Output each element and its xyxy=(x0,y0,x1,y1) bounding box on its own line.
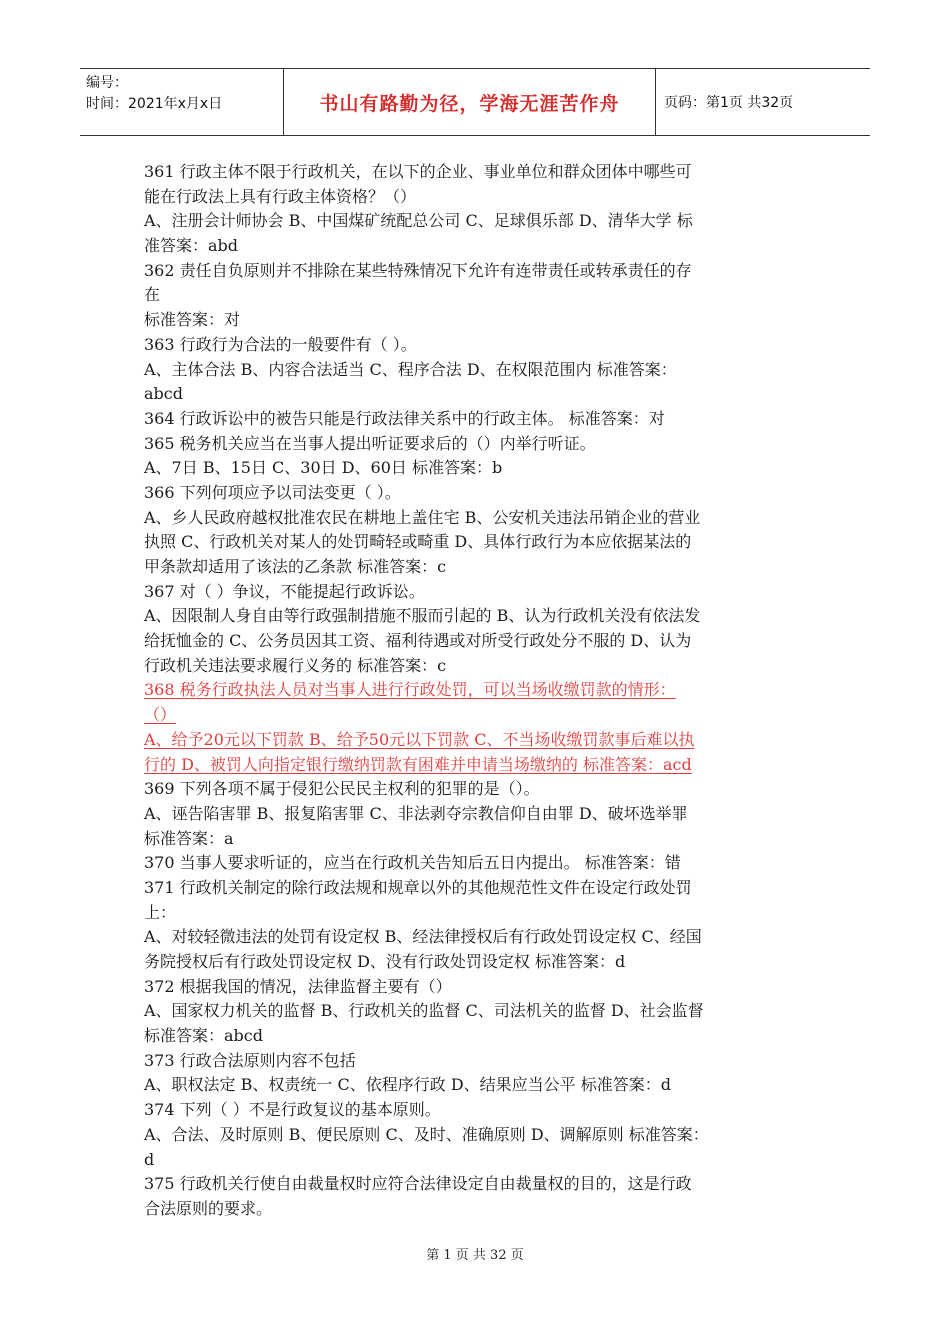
text-line: A、主体合法 B、内容合法适当 C、程序合法 D、在权限范围内 标准答案： xyxy=(144,359,677,379)
text-line: abcd xyxy=(144,384,183,404)
header-motto: 书山有路勤为径，学海无涯苦作舟 xyxy=(284,69,656,135)
page-footer: 第 1 页 共 32 页 xyxy=(426,1248,524,1263)
highlighted-text-line: A、给予20元以下罚款 B、给予50元以下罚款 C、不当场收缴罚款事后难以执 xyxy=(144,729,695,749)
highlighted-text-line: （） xyxy=(144,705,177,725)
text-line: 上： xyxy=(144,902,177,922)
text-line: 标准答案：a xyxy=(144,828,234,848)
text-line: A、国家权力机关的监督 B、行政机关的监督 C、司法机关的监督 D、社会监督 xyxy=(144,1001,704,1021)
text-line: 371 行政机关制定的除行政法规和规章以外的其他规范性文件在设定行政处罚 xyxy=(144,877,692,897)
text-line: 369 下列各项不属于侵犯公民民主权利的犯罪的是（）。 xyxy=(144,779,540,799)
text-line: d xyxy=(144,1149,155,1169)
document-body xyxy=(144,160,814,1222)
text-line: 373 行政合法原则内容不包括 xyxy=(144,1050,356,1070)
header-page-info: 页码：第1页 共32页 xyxy=(664,95,794,111)
text-line: 375 行政机关行使自由裁量权时应符合法律设定自由裁量权的目的，这是行政 xyxy=(144,1174,692,1194)
text-line: 363 行政行为合法的一般要件有（ ）。 xyxy=(144,334,417,354)
text-line: A、诬告陷害罪 B、报复陷害罪 C、非法剥夺宗教信仰自由罪 D、破坏选举罪 xyxy=(144,803,688,823)
text-line: 372 根据我国的情况，法律监督主要有（） xyxy=(144,976,452,996)
text-line: 准答案：abd xyxy=(144,236,239,256)
time-label: 时间：2021年x月x日 xyxy=(86,96,223,112)
text-line: 365 税务机关应当在当事人提出听证要求后的（）内举行听证。 xyxy=(144,433,596,453)
text-line: 362 责任自负原则并不排除在某些特殊情况下允许有连带责任或转承责任的存 xyxy=(144,260,692,280)
text-line: 370 当事人要求听证的，应当在行政机关告知后五日内提出。 标准答案：错 xyxy=(144,853,681,873)
text-line: 行政机关违法要求履行义务的 标准答案：c xyxy=(144,655,447,675)
text-line: 367 对（ ）争议，不能提起行政诉讼。 xyxy=(144,581,425,601)
text-line: A、因限制人身自由等行政强制措施不服而引起的 B、认为行政机关没有依法发 xyxy=(144,606,701,626)
text-line: A、注册会计师协会 B、中国煤矿统配总公司 C、足球俱乐部 D、清华大学 标 xyxy=(144,211,693,231)
highlighted-text-line: 行的 D、被罚人向指定银行缴纳罚款有困难并申请当场缴纳的 标准答案：acd xyxy=(144,754,692,774)
highlighted-text-line: 368 税务行政执法人员对当事人进行行政处罚，可以当场收缴罚款的情形： xyxy=(144,680,676,700)
text-line: 标准答案：对 xyxy=(144,310,241,330)
text-line: 361 行政主体不限于行政机关，在以下的企业、事业单位和群众团体中哪些可 xyxy=(144,162,692,181)
text-line: 能在行政法上具有行政主体资格？（） xyxy=(144,186,417,206)
text-line: 务院授权后有行政处罚设定权 D、没有行政处罚设定权 标准答案：d xyxy=(144,952,626,971)
text-line: 在 xyxy=(144,285,161,305)
text-line: A、职权法定 B、权责统一 C、依程序行政 D、结果应当公平 标准答案：d xyxy=(144,1075,671,1095)
text-line: 合法原则的要求。 xyxy=(144,1198,273,1218)
text-line: 366 下列何项应予以司法变更（ ）。 xyxy=(144,482,401,502)
text-line: A、合法、及时原则 B、便民原则 C、及时、准确原则 D、调解原则 标准答案： xyxy=(144,1124,709,1144)
text-line: A、对较轻微违法的处罚有设定权 B、经法律授权后有行政处罚设定权 C、经国 xyxy=(144,927,702,947)
text-line: A、乡人民政府越权批准农民在耕地上盖住宅 B、公安机关违法吊销企业的营业 xyxy=(144,507,701,527)
text-line: 甲条款却适用了该法的乙条款 标准答案：c xyxy=(144,557,447,576)
header-meta xyxy=(80,69,284,135)
text-line: 执照 C、行政机关对某人的处罚畸轻或畸重 D、具体行政行为本应依据某法的 xyxy=(144,532,692,552)
document-header xyxy=(80,68,870,136)
text-line: 374 下列（ ）不是行政复议的基本原则。 xyxy=(144,1100,441,1120)
number-label: 编号： xyxy=(86,75,128,91)
text-line: 标准答案：abcd xyxy=(144,1026,263,1046)
text-line: 给抚恤金的 C、公务员因其工资、福利待遇或对所受行政处分不服的 D、认为 xyxy=(144,631,692,651)
text-line: A、7日 B、15日 C、30日 D、60日 标准答案：b xyxy=(144,458,503,478)
text-line: 364 行政诉讼中的被告只能是行政法律关系中的行政主体。 标准答案：对 xyxy=(144,408,665,428)
